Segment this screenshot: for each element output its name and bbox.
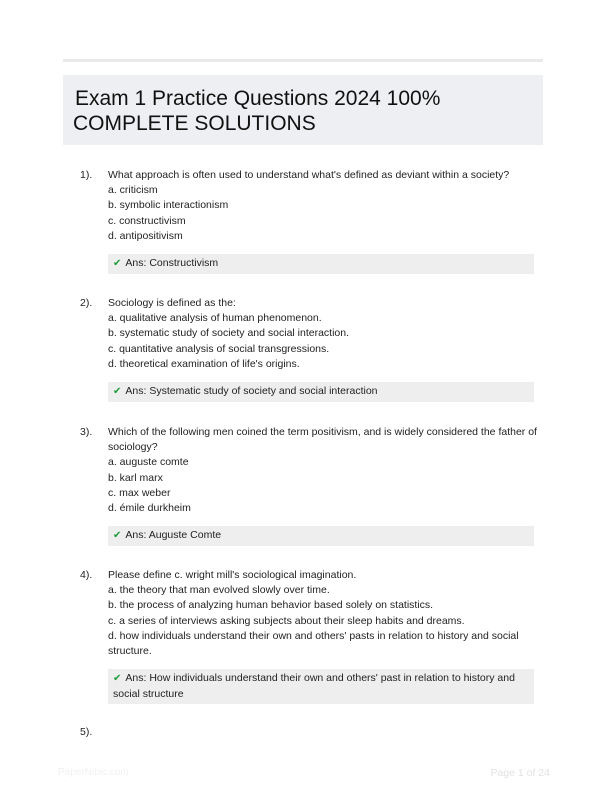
answer-text: Ans: Systematic study of society and social interaction [125,385,378,398]
option-b: b. symbolic interactionism [108,199,229,212]
answer-box [108,382,534,402]
check-icon: ✔ [113,386,122,398]
option-a: a. qualitative analysis of human phenomenon. [108,312,322,325]
question-number: 1). [80,169,93,181]
option-a: a. auguste comte [108,456,189,469]
document-title-box [63,75,543,145]
option-d: d. antipositivism [108,229,183,242]
page-number: Page 1 of 24 [490,767,550,779]
question-number: 2). [80,297,93,309]
option-b: b. karl marx [108,471,163,484]
document-title-line-2: COMPLETE SOLUTIONS [73,112,316,135]
check-icon: ✔ [113,258,122,270]
question-4 [80,568,540,704]
question-3 [80,425,540,546]
answer-text: Ans: Constructivism [125,257,219,270]
option-b: b. systematic study of society and social interaction. [108,327,350,340]
option-c: c. max weber [108,486,171,499]
option-a: a. the theory that man evolved slowly over time. [108,584,330,597]
answer-text: Ans: Auguste Comte [125,529,222,542]
question-number: 5). [80,726,93,738]
check-icon: ✔ [113,673,122,685]
question-1 [80,168,540,274]
top-divider [63,59,543,62]
option-d: d. how individuals understand their own and others' pasts in relation to history and social structure. [108,629,519,658]
question-text: What approach is often used to understand what's defined as deviant within a society? [108,169,510,181]
option-a: a. criticism [108,184,158,197]
question-2 [80,296,540,402]
option-d: d. émile durkheim [108,502,191,515]
footer-site: PaperNibic.com [58,767,129,778]
answer-box [108,526,534,546]
answer-text: Ans: How individuals understand their own and others' past in relation to history and social structure [113,672,515,700]
question-number: 4). [80,569,93,581]
answer-box [108,254,534,274]
option-b: b. the process of analyzing human behavior based solely on statistics. [108,599,434,612]
question-text: Please define c. wright mill's sociological imagination. [108,569,357,581]
option-c: c. constructivism [108,214,186,227]
question-text: Which of the following men coined the term positivism, and is widely considered the father of sociology? [108,426,537,454]
question-text: Sociology is defined as the: [108,297,236,309]
document-title-line-1: Exam 1 Practice Questions 2024 100% [75,87,441,110]
answer-box [108,669,534,704]
option-d: d. theoretical examination of life's origins. [108,357,300,370]
check-icon: ✔ [113,530,122,542]
question-number: 3). [80,426,93,438]
option-c: c. a series of interviews asking subjects about their sleep habits and dreams. [108,614,465,627]
option-c: c. quantitative analysis of social transgressions. [108,342,330,355]
